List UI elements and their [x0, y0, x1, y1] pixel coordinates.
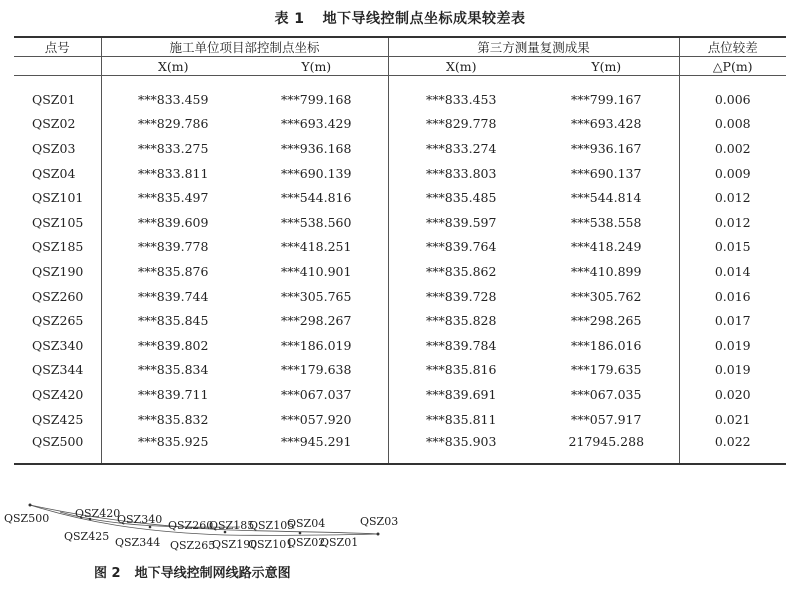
- thirdparty-y-cell: ***418.249: [571, 239, 642, 255]
- point-id-cell: QSZ04: [32, 165, 76, 181]
- contractor-y-cell: ***945.291: [245, 431, 388, 464]
- table-row: [14, 358, 786, 383]
- contractor-y-cell: ***179.638: [281, 362, 352, 378]
- difference-cell: 0.020: [679, 382, 786, 407]
- coordinate-table: [14, 36, 786, 465]
- contractor-x-cell: ***839.711: [101, 382, 245, 407]
- figure-number: 图 2: [94, 566, 121, 581]
- thirdparty-x-cell: ***839.728: [388, 284, 534, 309]
- label-qsz101: QSZ101: [248, 538, 294, 551]
- contractor-x-cell: ***833.275: [101, 136, 245, 161]
- point-id-cell: QSZ03: [32, 140, 76, 156]
- thirdparty-x-cell: ***829.778: [388, 112, 534, 137]
- thirdparty-y-cell: ***057.917: [571, 411, 642, 427]
- thirdparty-y-cell: ***410.899: [571, 263, 642, 279]
- label-qsz340: QSZ340: [117, 513, 163, 526]
- contractor-x-cell: ***833.811: [101, 161, 245, 186]
- table-row: [14, 136, 786, 161]
- contractor-x-cell: ***835.876: [101, 259, 245, 284]
- header-y2: Y(m): [534, 57, 679, 76]
- contractor-y-cell: ***057.920: [281, 411, 352, 427]
- difference-cell: 0.002: [679, 136, 786, 161]
- table-row: [14, 259, 786, 284]
- header-point: 点号: [14, 37, 101, 57]
- thirdparty-x-cell: ***833.274: [388, 136, 534, 161]
- table-row: [14, 87, 786, 112]
- point-marker: [149, 526, 152, 529]
- thirdparty-y-cell: ***298.265: [571, 313, 642, 329]
- table-row: [14, 161, 786, 186]
- contractor-x-cell: ***835.497: [101, 185, 245, 210]
- point-id-cell: QSZ260: [32, 288, 84, 304]
- spacer-row: [14, 76, 786, 88]
- contractor-x-cell: ***839.744: [101, 284, 245, 309]
- difference-cell: 0.012: [679, 210, 786, 235]
- table-row: [14, 185, 786, 210]
- label-qsz425: QSZ425: [64, 530, 110, 543]
- figure-caption-text: 地下导线控制网线路示意图: [134, 566, 291, 581]
- header-y1: Y(m): [245, 57, 388, 76]
- contractor-x-cell: ***835.845: [101, 308, 245, 333]
- contractor-x-cell: ***829.786: [101, 112, 245, 137]
- table-row: [14, 333, 786, 358]
- header-position-difference: 点位较差: [679, 37, 786, 57]
- point-id-cell: QSZ02: [32, 116, 76, 132]
- thirdparty-y-cell: ***690.137: [571, 165, 642, 181]
- contractor-y-cell: ***410.901: [281, 263, 352, 279]
- table-row: [14, 308, 786, 333]
- contractor-y-cell: ***693.429: [281, 116, 352, 132]
- contractor-y-cell: ***936.168: [281, 140, 352, 156]
- thirdparty-y-cell: ***693.428: [571, 116, 642, 132]
- label-qsz265: QSZ265: [170, 539, 216, 552]
- contractor-x-cell: ***835.834: [101, 358, 245, 383]
- thirdparty-x-cell: ***835.903: [388, 431, 534, 464]
- label-qsz344: QSZ344: [115, 536, 161, 549]
- table-title: [0, 8, 800, 28]
- table-number: 表 1: [274, 11, 305, 27]
- contractor-x-cell: ***835.832: [101, 407, 245, 432]
- contractor-y-cell: ***305.765: [281, 288, 352, 304]
- difference-cell: 0.006: [679, 87, 786, 112]
- header-x1: X(m): [101, 57, 245, 76]
- header-empty: [14, 57, 101, 76]
- contractor-y-cell: ***690.139: [281, 165, 352, 181]
- difference-cell: 0.021: [679, 407, 786, 432]
- difference-cell: 0.017: [679, 308, 786, 333]
- label-qsz01: QSZ01: [320, 536, 359, 549]
- thirdparty-y-cell: ***936.167: [571, 140, 642, 156]
- difference-cell: 0.009: [679, 161, 786, 186]
- label-qsz03: QSZ03: [360, 515, 399, 528]
- thirdparty-y-cell: ***305.762: [571, 288, 642, 304]
- thirdparty-x-cell: ***835.811: [388, 407, 534, 432]
- point-id-cell: QSZ105: [32, 214, 84, 230]
- thirdparty-x-cell: ***839.764: [388, 235, 534, 260]
- thirdparty-y-cell: ***544.814: [571, 190, 642, 206]
- header-third-party-results: 第三方测量复测成果: [388, 37, 679, 57]
- contractor-y-cell: ***544.816: [281, 190, 352, 206]
- contractor-x-cell: ***833.459: [101, 87, 245, 112]
- table-row: [14, 235, 786, 260]
- contractor-y-cell: ***418.251: [281, 239, 352, 255]
- table-row: [14, 431, 786, 464]
- table-body: [14, 76, 786, 465]
- point-marker: [377, 533, 380, 536]
- point-id-cell: QSZ185: [32, 239, 84, 255]
- difference-cell: 0.016: [679, 284, 786, 309]
- header-x2: X(m): [388, 57, 534, 76]
- thirdparty-y-cell: ***538.558: [571, 214, 642, 230]
- point-marker: [299, 532, 302, 535]
- difference-cell: 0.022: [679, 431, 786, 464]
- label-qsz260: QSZ260: [168, 519, 214, 532]
- table-row: [14, 112, 786, 137]
- table-row: [14, 407, 786, 432]
- contractor-x-cell: ***839.609: [101, 210, 245, 235]
- point-id-cell: QSZ500: [14, 431, 101, 464]
- thirdparty-x-cell: ***839.691: [388, 382, 534, 407]
- label-qsz105: QSZ105: [249, 519, 295, 532]
- difference-cell: 0.019: [679, 333, 786, 358]
- header-row-2: [14, 57, 786, 76]
- contractor-y-cell: ***067.037: [281, 386, 352, 402]
- contractor-y-cell: ***186.019: [281, 337, 352, 353]
- header-row-1: [14, 37, 786, 57]
- contractor-y-cell: ***298.267: [281, 313, 352, 329]
- thirdparty-x-cell: ***839.597: [388, 210, 534, 235]
- difference-cell: 0.008: [679, 112, 786, 137]
- table-row: [14, 210, 786, 235]
- label-qsz500: QSZ500: [4, 512, 50, 525]
- point-id-cell: QSZ420: [32, 386, 84, 402]
- control-network-diagram: [0, 498, 400, 558]
- contractor-y-cell: ***538.560: [281, 214, 352, 230]
- label-qsz04: QSZ04: [287, 517, 326, 530]
- thirdparty-y-cell: ***186.016: [571, 337, 642, 353]
- contractor-x-cell: ***839.802: [101, 333, 245, 358]
- point-id-cell: QSZ425: [32, 411, 84, 427]
- table-row: [14, 382, 786, 407]
- point-id-cell: QSZ340: [32, 337, 84, 353]
- difference-cell: 0.014: [679, 259, 786, 284]
- difference-cell: 0.015: [679, 235, 786, 260]
- thirdparty-x-cell: ***835.862: [388, 259, 534, 284]
- point-marker: [29, 504, 32, 507]
- label-qsz420: QSZ420: [75, 507, 121, 520]
- difference-cell: 0.019: [679, 358, 786, 383]
- label-qsz185: QSZ185: [209, 519, 255, 532]
- table-title-text: 地下导线控制点坐标成果较差表: [322, 11, 526, 27]
- label-qsz190: QSZ190: [212, 538, 258, 551]
- table-row: [14, 284, 786, 309]
- thirdparty-y-cell: ***799.167: [571, 91, 642, 107]
- point-id-cell: QSZ190: [32, 263, 84, 279]
- header-contractor-coords: 施工单位项目部控制点坐标: [101, 37, 388, 57]
- point-id-cell: QSZ01: [32, 91, 76, 107]
- label-qsz02: QSZ02: [287, 536, 326, 549]
- point-id-cell: QSZ101: [32, 190, 84, 206]
- thirdparty-x-cell: ***835.816: [388, 358, 534, 383]
- point-id-cell: QSZ344: [32, 362, 84, 378]
- contractor-x-cell: ***835.925: [101, 431, 245, 464]
- thirdparty-y-cell: ***067.035: [571, 386, 642, 402]
- thirdparty-x-cell: ***839.784: [388, 333, 534, 358]
- header-dp: △P(m): [679, 57, 786, 76]
- thirdparty-x-cell: ***833.453: [388, 87, 534, 112]
- thirdparty-y-cell: ***179.635: [571, 362, 642, 378]
- thirdparty-x-cell: ***833.803: [388, 161, 534, 186]
- contractor-x-cell: ***839.778: [101, 235, 245, 260]
- figure-caption: [94, 562, 291, 581]
- thirdparty-x-cell: ***835.828: [388, 308, 534, 333]
- difference-cell: 0.012: [679, 185, 786, 210]
- thirdparty-y-cell: 217945.288: [534, 431, 679, 464]
- point-id-cell: QSZ265: [32, 313, 84, 329]
- contractor-y-cell: ***799.168: [281, 91, 352, 107]
- thirdparty-x-cell: ***835.485: [388, 185, 534, 210]
